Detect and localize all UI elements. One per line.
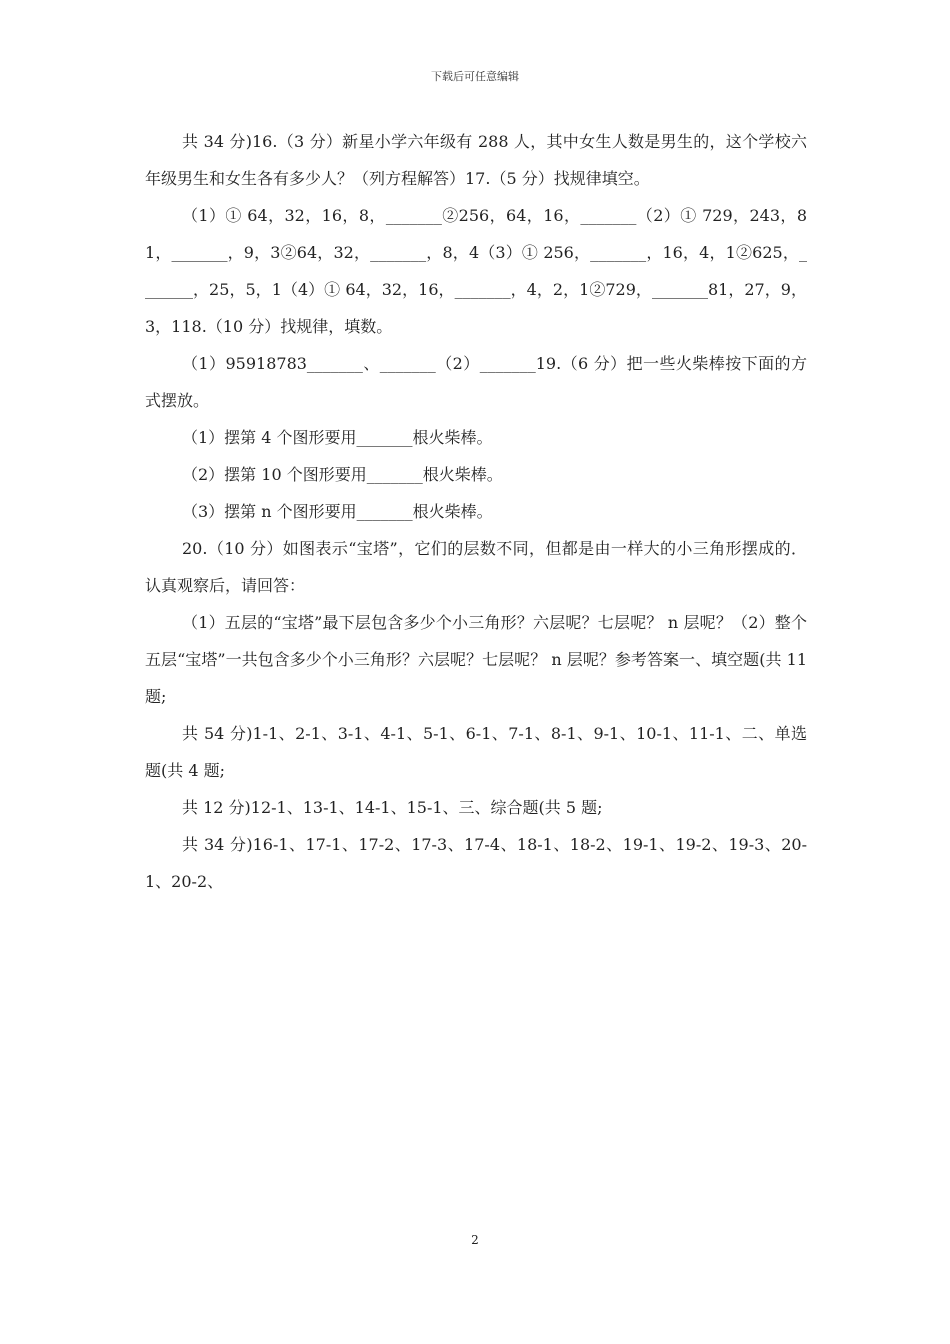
- paragraph-q19-part1: （1）摆第 4 个图形要用_______根火柴棒。: [182, 428, 493, 447]
- paragraph-answers-comprehensive: 共 34 分)16-1、17-1、17-2、17-3、17-4、18-1、18-2、19-1、19-2、19-3、20-1、20-2、: [145, 835, 807, 891]
- paragraph-q17-sequences: （1）① 64，32，16，8，_______②256，64，16，_______（2）① 729，243，81，_______，9，3②64，32，_______，8，4（3）① 256，_______，16，4，1②625，_______，25，5，1（4）① 64，32，16，_______，4，2，1②729，_______81，27，9，3，118.（10 分）找规律，填数。: [145, 206, 807, 336]
- paragraph-q16-q17: 共 34 分)16.（3 分）新星小学六年级有 288 人，其中女生人数是男生的，这个学校六年级男生和女生各有多少人？（列方程解答）17.（5 分）找规律填空。: [145, 132, 807, 188]
- page-number: 2: [471, 1233, 479, 1247]
- paragraph-q19-part3: （3）摆第 n 个图形要用_______根火柴棒。: [182, 502, 493, 521]
- paragraph-q19-part2: （2）摆第 10 个图形要用_______根火柴棒。: [182, 465, 503, 484]
- page-header: 下载后可任意编辑: [431, 70, 519, 83]
- document-body: [145, 123, 807, 900]
- paragraph-q20-parts: （1）五层的“宝塔”最下层包含多少个小三角形？六层呢？七层呢？ n 层呢？（2）整个五层“宝塔”一共包含多少个小三角形？六层呢？七层呢？ n 层呢？参考答案一、填空题(共 11 题;: [145, 613, 807, 706]
- paragraph-answers-single-choice: 共 12 分)12-1、13-1、14-1、15-1、三、综合题(共 5 题;: [182, 798, 603, 817]
- paragraph-q20: 20.（10 分）如图表示“宝塔”，它们的层数不同，但都是由一样大的小三角形摆成的．认真观察后，请回答：: [145, 539, 807, 595]
- paragraph-answers-fill-blank: 共 54 分)1-1、2-1、3-1、4-1、5-1、6-1、7-1、8-1、9-1、10-1、11-1、二、单选题(共 4 题;: [145, 724, 807, 780]
- paragraph-q18-q19: （1）95918783_______、_______（2）_______19.（6 分）把一些火柴棒按下面的方式摆放。: [145, 354, 807, 410]
